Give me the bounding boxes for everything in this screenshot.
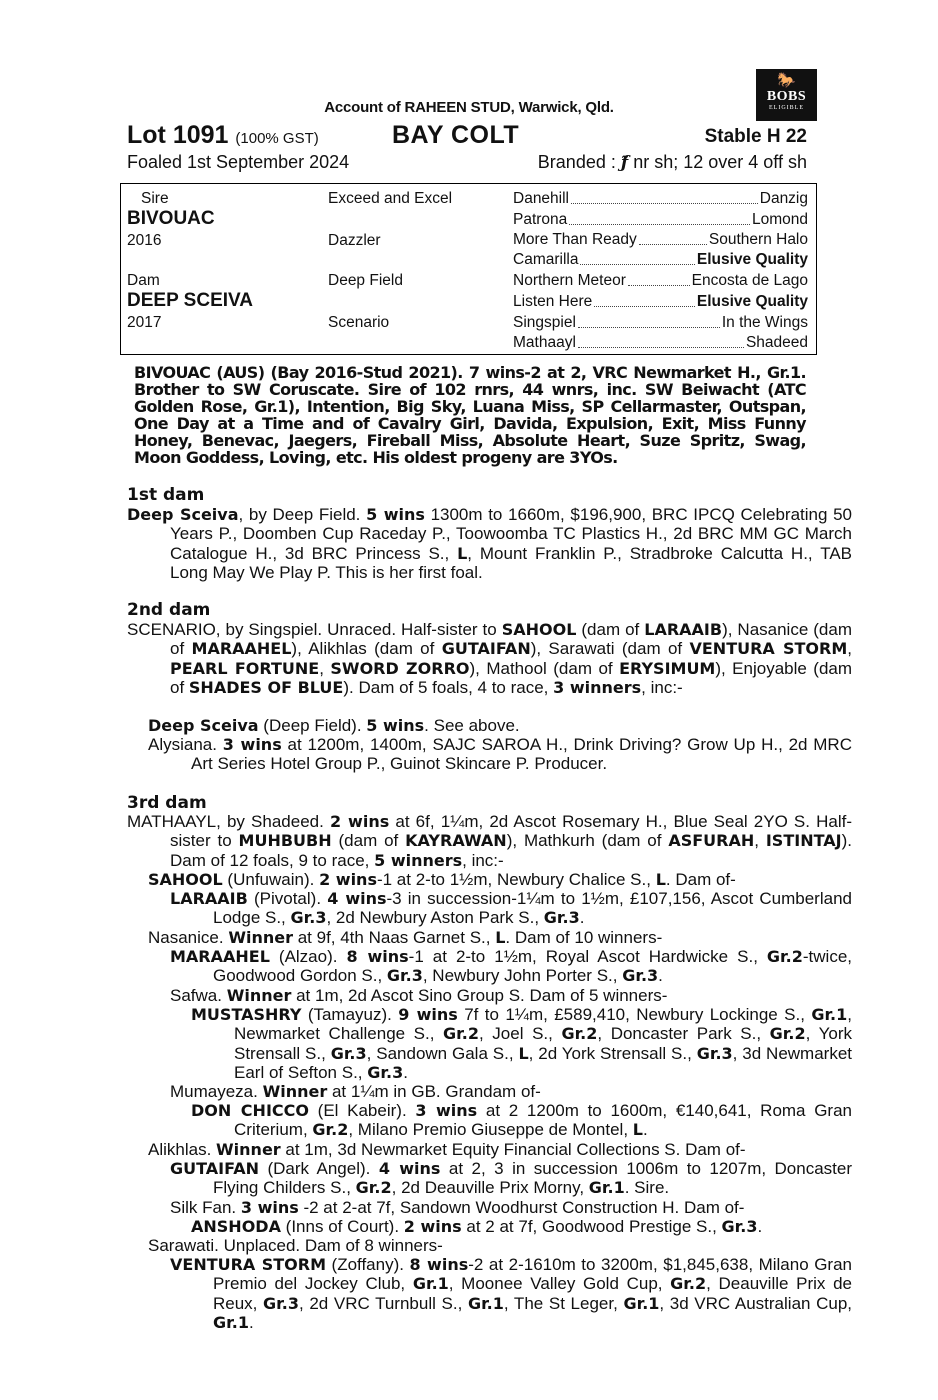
gd-right: Elusive Quality <box>696 293 808 310</box>
dam-sire: Deep Field <box>328 272 403 289</box>
granddam-row <box>513 210 808 230</box>
granddam-row <box>513 189 808 209</box>
first-dam-text: Deep Sceiva, by Deep Field. 5 wins 1300m to 1660m, $196,900, BRC IPCQ Celebrating 50 Years P., Doomben Cup Raceday P., Toowoomba TC Plastics H., 2d BRC MM GC March Catalogue H., 3d BRC Princess S., L, Mount Franklin P., Stradbroke Calcutta H., TAB Long May We Play P. This is her first foal. <box>127 505 853 582</box>
sire-summary: BIVOUAC (AUS) (Bay 2016-Stud 2021). 7 wins-2 at 2, VRC Newmarket H., Gr.1. Brother to SW Coruscate. Sire of 102 rnrs, 44 wnrs, inc. SW Beiwacht (ATC Golden Rose, Gr.1), Intention, Big Sky, Luana Miss, SP Cellarmaster, Outspan, One Day at a Time and of Cavalry Girl, Davida, Expulsion, Exit, Miss Funny Honey, Benevac, Jaegers, Fireball Miss, Absolute Heart, Suze Spritz, Swag, Moon Goddess, Loving, etc. His oldest progeny are 3YOs. <box>134 363 806 467</box>
sire-label: Sire <box>141 190 169 207</box>
logo-text: BOBS <box>766 89 807 104</box>
vendor-account: Account of RAHEEN STUD, Warwick, Qld. <box>324 99 614 116</box>
progeny-entry: Alysiana. 3 wins at 1200m, 1400m, SAJC SAROA H., Drink Driving? Grow Up H., 2d MRC Art Series Hotel Group P., Guinot Skincare P. Producer. <box>148 735 852 774</box>
third-dam-text: MATHAAYL, by Shadeed. 2 wins at 6f, 1¼m, 2d Ascot Rosemary H., Blue Seal 2YO S. Half-sister to MUHBUBH (dam of KAYRAWAN), Mathkurh (dam of ASFURAH, ISTINTAJ). Dam of 12 foals, 9 to race, 5 winners, inc:- <box>127 812 853 870</box>
sire-name: BIVOUAC <box>127 208 215 229</box>
heading-3rd-dam: 3rd dam <box>127 793 207 813</box>
heading-1st-dam: 1st dam <box>127 485 205 505</box>
progeny-entry: Sarawati. Unplaced. Dam of 8 winners- <box>148 1236 443 1255</box>
dam-dam: Scenario <box>328 314 390 331</box>
foaled-date: Foaled 1st September 2024 <box>127 152 350 172</box>
brand-info <box>538 152 807 173</box>
sire-dam: Dazzler <box>328 232 381 249</box>
gd-left: Mathaayl <box>513 334 576 351</box>
gd-right: Danzig <box>759 190 808 207</box>
granddam-row <box>513 230 808 250</box>
granddam-row <box>513 333 808 353</box>
dam-name: DEEP SCEIVA <box>127 290 254 311</box>
progeny-entry: Deep Sceiva (Deep Field). 5 wins. See above. <box>148 716 520 735</box>
sire-sire: Exceed and Excel <box>328 190 453 207</box>
dam-label: Dam <box>127 272 160 289</box>
gd-left: Danehill <box>513 190 570 207</box>
progeny-entry: LARAAIB (Pivotal). 4 wins-3 in succession-1¼m to 1½m, £107,156, Ascot Cumberland Lodge S., Gr.3, 2d Newbury Aston Park S., Gr.3. <box>170 889 852 928</box>
gd-left: More Than Ready <box>513 231 637 248</box>
gd-right: Encosta de Lago <box>691 272 808 289</box>
dam-year: 2017 <box>127 314 162 331</box>
granddam-row <box>513 250 808 270</box>
gst-note: (100% GST) <box>235 130 319 147</box>
gd-left: Camarilla <box>513 251 579 268</box>
lot-label: Lot 1091 <box>127 121 229 149</box>
stable-location: Stable H 22 <box>704 126 807 147</box>
branded-text: nr sh; 12 over 4 off sh <box>633 152 807 172</box>
progeny-entry: DON CHICCO (El Kabeir). 3 wins at 2 1200m to 1600m, €140,641, Roma Gran Criterium, Gr.2, Milano Premio Giuseppe de Montel, L. <box>191 1101 852 1140</box>
granddam-row <box>513 292 808 312</box>
progeny-entry: VENTURA STORM (Zoffany). 8 wins-2 at 2-1610m to 3200m, $1,845,638, Milano Gran Premio del Jockey Club, Gr.1, Moonee Valley Gold Cup, Gr.2, Deauville Prix de Reux, Gr.3, 2d VRC Turnbull S., Gr.1, The St Leger, Gr.1, 3d VRC Australian Cup, Gr.1. <box>170 1255 853 1332</box>
granddam-row <box>513 271 808 291</box>
heading-2nd-dam: 2nd dam <box>127 600 211 620</box>
progeny-entry: Silk Fan. 3 wins -2 at 2-at 7f, Sandown Woodhurst Construction H. Dam of- <box>170 1198 745 1217</box>
progeny-entry: GUTAIFAN (Dark Angel). 4 wins at 2, 3 in succession 1006m to 1207m, Doncaster Flying Childers S., Gr.2, 2d Deauville Prix Morny, Gr.1. Sire. <box>170 1159 853 1198</box>
gd-right: Lomond <box>751 211 808 228</box>
gd-left: Listen Here <box>513 293 593 310</box>
pedigree-table <box>120 183 817 355</box>
sire-year: 2016 <box>127 232 162 249</box>
lot-number <box>127 121 319 150</box>
gd-left: Northern Meteor <box>513 272 626 289</box>
second-dam-text: SCENARIO, by Singspiel. Unraced. Half-sister to SAHOOL (dam of LARAAIB), Nasanice (dam of MARAAHEL), Alikhlas (dam of GUTAIFAN), Sarawati (dam of VENTURA STORM, PEARL FORTUNE, SWORD ZORRO), Mathool (dam of ERYSIMUM), Enjoyable (dam of SHADES OF BLUE). Dam of 5 foals, 4 to race, 3 winners, inc:- <box>127 620 853 697</box>
progeny-entry: Safwa. Winner at 1m, 2d Ascot Sino Group S. Dam of 5 winners- <box>170 986 668 1005</box>
logo-subtext: ELIGIBLE <box>769 105 804 111</box>
gd-right: Elusive Quality <box>696 251 808 268</box>
progeny-entry: MARAAHEL (Alzao). 8 wins-1 at 2-to 1½m, Royal Ascot Hardwicke S., Gr.2-twice, Goodwood Gordon S., Gr.3, Newbury John Porter S., Gr.3. <box>170 947 852 986</box>
colour-sex: BAY COLT <box>392 121 520 149</box>
gd-left: Patrona <box>513 211 568 228</box>
brand-mark-icon: ƒ̃ <box>620 153 629 173</box>
progeny-entry: Mumayeza. Winner at 1¼m in GB. Grandam of- <box>170 1082 541 1101</box>
gd-right: In the Wings <box>721 314 808 331</box>
granddam-row <box>513 313 808 333</box>
gd-right: Shadeed <box>745 334 808 351</box>
progeny-entry: Nasanice. Winner at 9f, 4th Naas Garnet S., L. Dam of 10 winners- <box>148 928 663 947</box>
horse-icon: 🐎 <box>777 73 796 89</box>
gd-left: Singspiel <box>513 314 576 331</box>
progeny-entry: ANSHODA (Inns of Court). 2 wins at 2 at 7f, Goodwood Prestige S., Gr.3. <box>191 1217 763 1236</box>
gd-right: Southern Halo <box>708 231 808 248</box>
progeny-entry: SAHOOL (Unfuwain). 2 wins-1 at 2-to 1½m, Newbury Chalice S., L. Dam of- <box>148 870 736 889</box>
progeny-entry: Alikhlas. Winner at 1m, 3d Newmarket Equity Financial Collections S. Dam of- <box>148 1140 746 1159</box>
branded-label: Branded : <box>537 152 616 172</box>
progeny-entry: MUSTASHRY (Tamayuz). 9 wins 7f to 1¼m, £589,410, Newbury Lockinge S., Gr.1, Newmarket Challenge S., Gr.2, Joel S., Gr.2, Doncaster Park S., Gr.2, York Strensall S., Gr.3, Sandown Gala S., L, 2d York Strensall S., Gr.3, 3d Newmarket Earl of Sefton S., Gr.3. <box>191 1005 853 1082</box>
